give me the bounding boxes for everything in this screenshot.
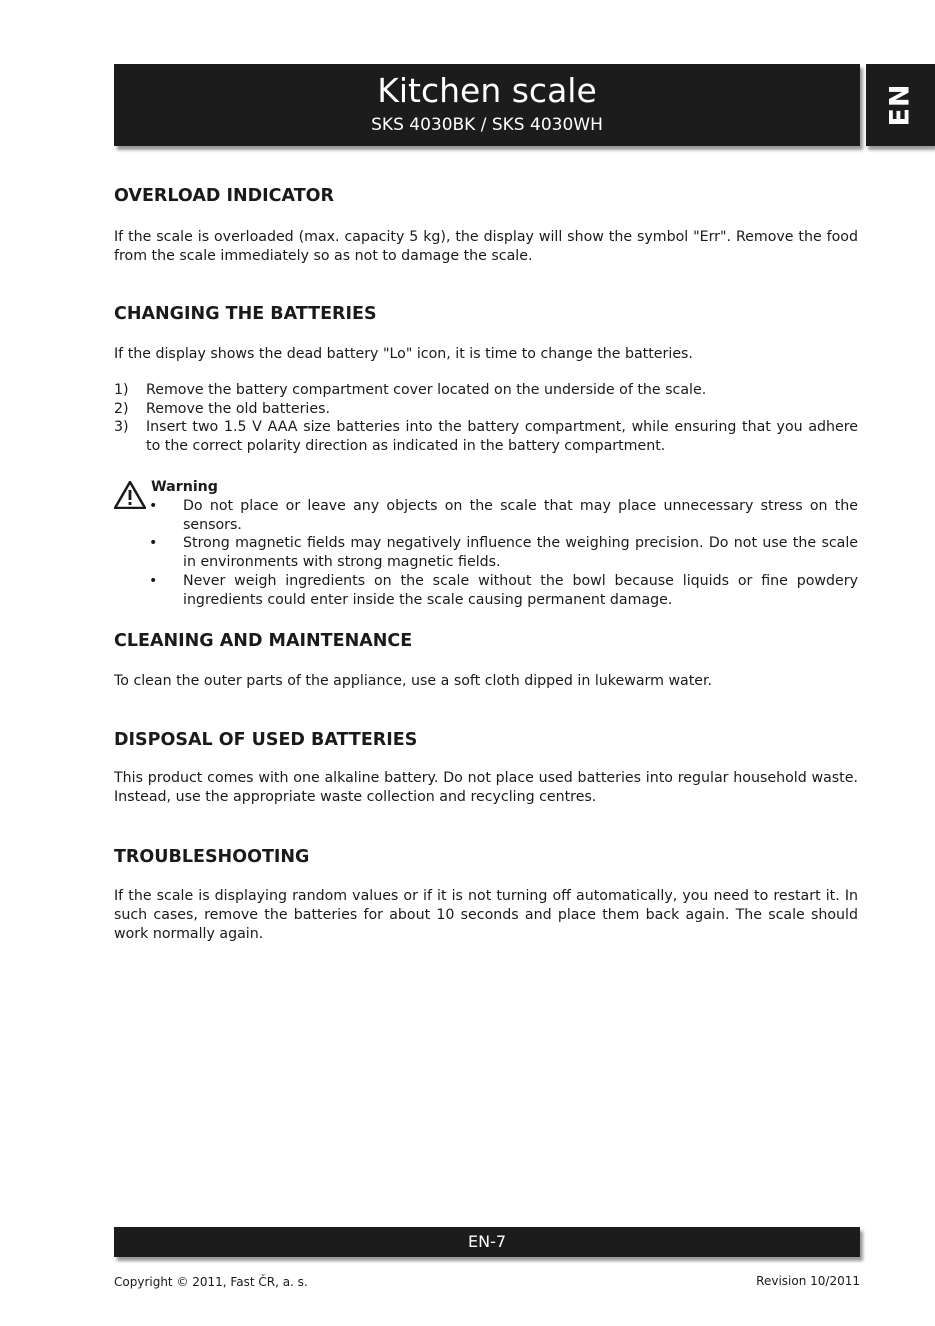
list-item — [146, 534, 858, 571]
revision-text: Revision 10/2011 — [756, 1274, 860, 1288]
document-title: Kitchen scale — [377, 71, 597, 110]
warning-text: Never weigh ingredients on the scale without the bowl because liquids or fine powdery ingredients could enter inside the scale causing permanent damage. — [183, 572, 858, 608]
bullet-icon: • — [149, 572, 158, 589]
list-item — [146, 497, 858, 534]
overload-text: If the scale is overloaded (max. capacity 5 kg), the display will show the symbol "Err". Remove the food from the scale immediately so as not to damage the scale. — [114, 229, 858, 264]
step-number: 2) — [114, 400, 129, 417]
bullet-icon: • — [149, 535, 158, 552]
bullet-icon: • — [149, 498, 158, 514]
list-item — [146, 572, 858, 609]
step-text: Remove the battery compartment cover located on the underside of the scale. — [146, 382, 707, 398]
step-number: 1) — [114, 382, 129, 398]
warning-list — [146, 497, 858, 609]
disposal-heading: DISPOSAL OF USED BATTERIES — [114, 730, 418, 750]
header-bar — [114, 64, 860, 146]
troubleshooting-text: If the scale is displaying random values or if it is not turning off automatically, you need to restart it. In such cases, remove the batteries for about 10 seconds and place them back again. The scale should work normally again. — [114, 888, 858, 942]
batteries-heading: CHANGING THE BATTERIES — [114, 304, 377, 324]
list-item — [114, 400, 858, 419]
list-item — [114, 418, 858, 455]
list-item — [114, 381, 858, 400]
warning-triangle-icon — [114, 481, 146, 509]
footer-bar — [114, 1227, 860, 1257]
overload-heading: OVERLOAD INDICATOR — [114, 186, 334, 206]
disposal-text: This product comes with one alkaline battery. Do not place used batteries into regular household waste. Instead, use the appropriate waste collection and recycling centres. — [114, 770, 858, 805]
page-number: EN-7 — [467, 1232, 507, 1251]
battery-steps — [114, 381, 858, 455]
cleaning-heading: CLEANING AND MAINTENANCE — [114, 631, 413, 651]
language-tab — [866, 64, 935, 146]
step-number: 3) — [114, 419, 129, 435]
batteries-intro: If the display shows the dead battery "Lo" icon, it is time to change the batteries. — [114, 346, 693, 362]
model-numbers: SKS 4030BK / SKS 4030WH — [371, 115, 603, 135]
warning-text: Do not place or leave any objects on the scale that may place unnecessary stress on the sensors. — [183, 498, 858, 533]
step-text: Insert two 1.5 V AAA size batteries into the battery compartment, while ensuring that you adhere to the correct polarity direction as indicated in the battery compartment. — [146, 419, 858, 454]
warning-text: Strong magnetic fields may negatively influence the weighing precision. Do not use the scale in environments with strong magnetic fields. — [183, 535, 858, 571]
language-label: EN — [884, 83, 916, 127]
cleaning-text: To clean the outer parts of the appliance, use a soft cloth dipped in lukewarm water. — [114, 673, 713, 689]
warning-label: Warning — [151, 479, 218, 495]
troubleshooting-heading: TROUBLESHOOTING — [114, 847, 310, 867]
copyright-text: Copyright © 2011, Fast ČR, a. s. — [114, 1275, 308, 1289]
step-text: Remove the old batteries. — [146, 400, 330, 417]
